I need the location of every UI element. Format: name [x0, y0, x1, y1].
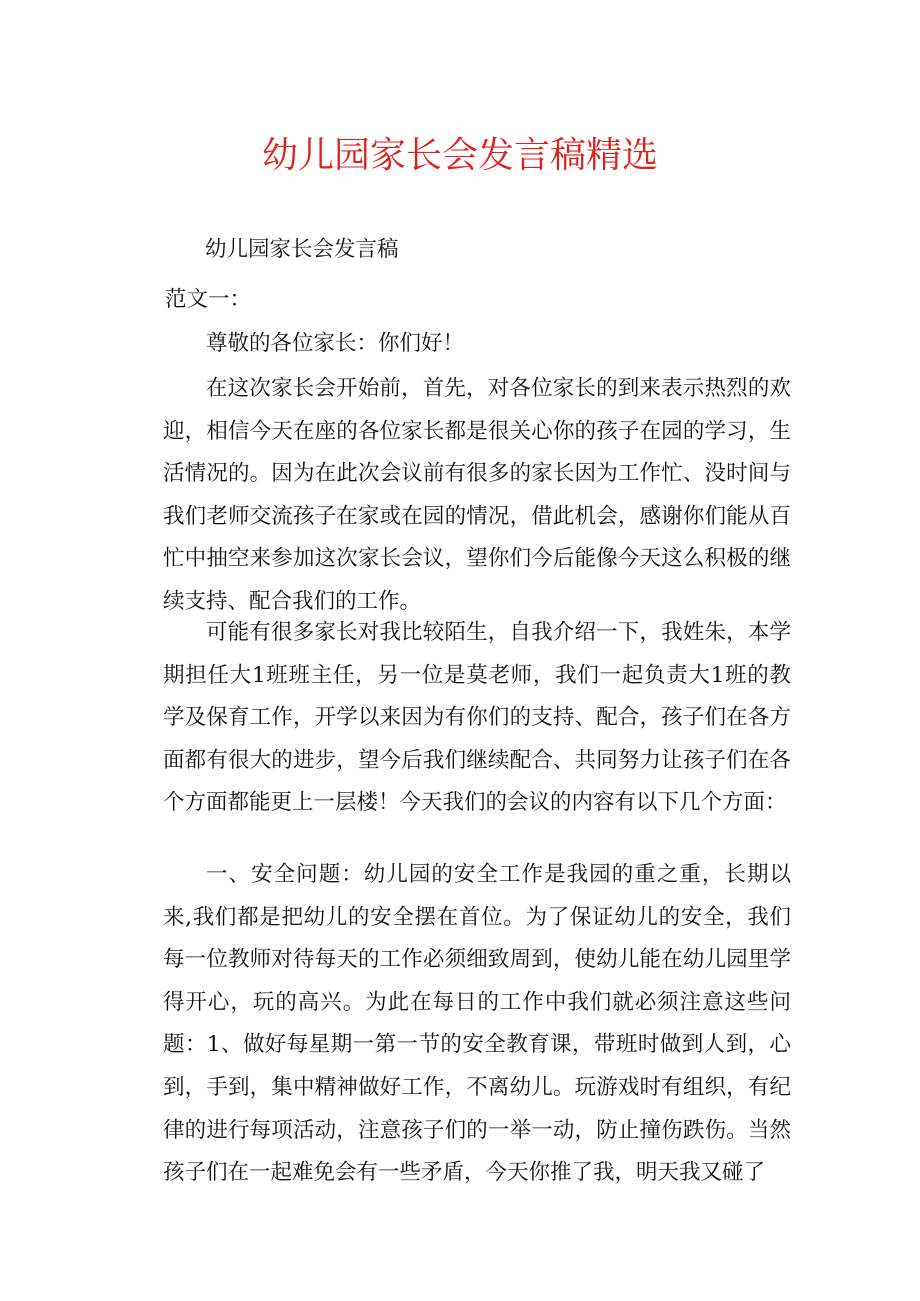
body-paragraph: 在这次家长会开始前，首先，对各位家长的到来表示热烈的欢迎，相信今天在座的各位家长都是很关心你的孩子在园的学习，生活情况的。因为在此次会议前有很多的家长因为工作忙、没时间与我们老师交流孩子在家或在园的情况，借此机会，感谢你们能从百忙中抽空来参加这次家长会议，望你们今后能像今天这么积极的继续支持、配合我们的工作。 — [163, 376, 791, 614]
document-subtitle: 幼儿园家长会发言稿 — [205, 237, 399, 262]
body-paragraph-3-block — [163, 854, 791, 1195]
greeting-line: 尊敬的各位家长：你们好！ — [206, 331, 465, 356]
body-paragraph: 一、安全问题：幼儿园的安全工作是我园的重之重，长期以来,我们都是把幼儿的安全摆在首位。为了保证幼儿的安全，我们每一位教师对待每天的工作必须细致周到，使幼儿能在幼儿园里学得开心，玩的高兴。为此在每日的工作中我们就必须注意这些问题：1、做好每星期一第一节的安全教育课，带班时做到人到，心到，手到，集中精神做好工作，不离幼儿。玩游戏时有组织，有纪律的进行每项活动，注意孩子们的一举一动，防止撞伤跌伤。当然孩子们在一起难免会有一些矛盾，今天你推了我，明天我又碰了 — [163, 862, 791, 1186]
body-paragraph-1-block — [163, 368, 791, 624]
section-label: 范文一： — [165, 287, 252, 312]
body-paragraph: 可能有很多家长对我比较陌生，自我介绍一下，我姓朱，本学期担任大1班班主任，另一位是莫老师，我们一起负责大1班的教学及保育工作，开学以来因为有你们的支持、配合，孩子们在各方面都有很大的进步，望今后我们继续配合、共同努力让孩子们在各个方面都能更上一层楼！今天我们的会议的内容有以下几个方面： — [163, 620, 791, 816]
body-paragraph-2-block — [163, 612, 791, 825]
document-title: 幼儿园家长会发言稿精选 — [261, 135, 658, 176]
